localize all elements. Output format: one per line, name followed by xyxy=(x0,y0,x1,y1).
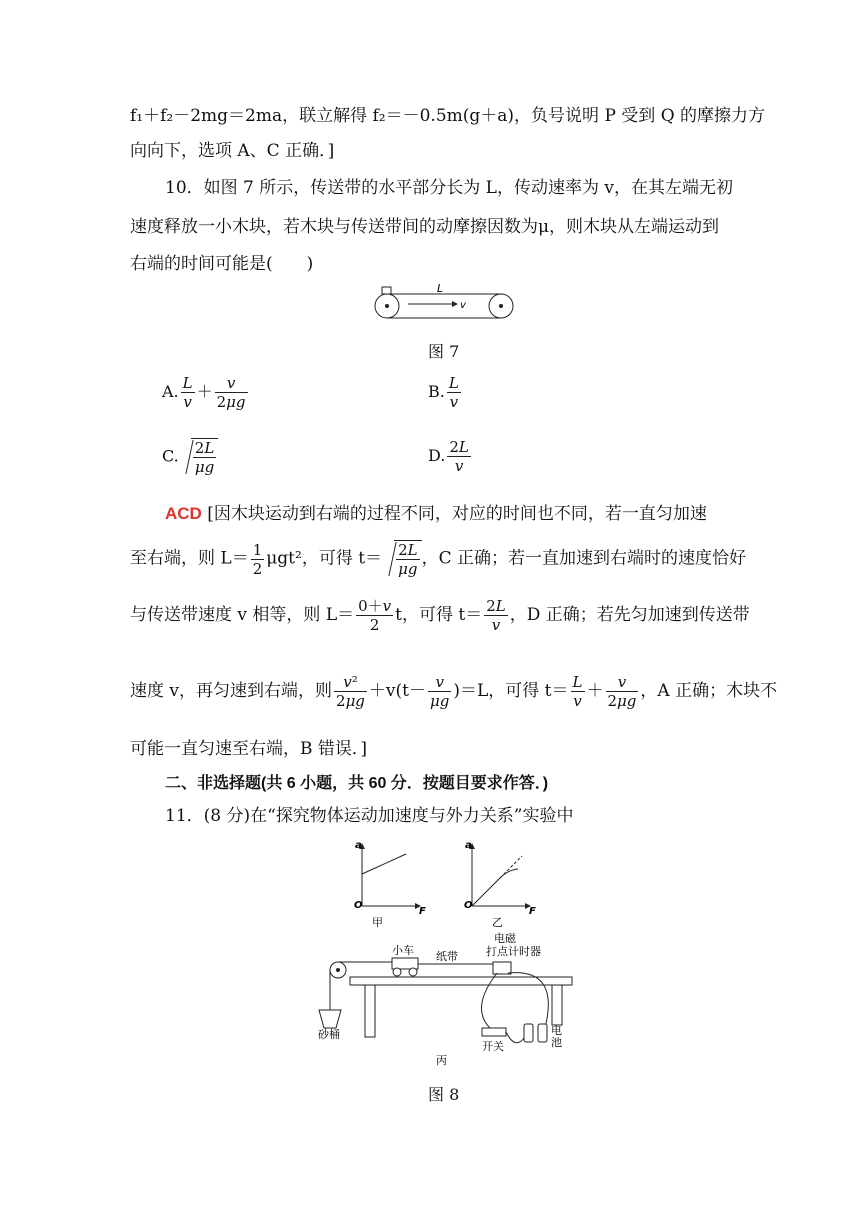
answer-line: 可能一直匀速至右端，B 错误．] xyxy=(130,739,368,759)
answer-text: 至右端，则 L＝ xyxy=(130,548,249,569)
graph-yi-axis-O: O xyxy=(464,900,473,911)
figure-7-caption: 图 7 xyxy=(428,342,460,361)
option-d-label: D. xyxy=(428,446,446,465)
answer-text: [因木块运动到右端的过程不同，对应的时间也不同，若一直匀加速 xyxy=(207,504,707,524)
graph-jia xyxy=(354,840,426,929)
option-b: B. $\frac{L}{v}$ xyxy=(428,374,459,411)
answer-line xyxy=(165,505,707,523)
answer-text: ＋v(t－ xyxy=(368,681,426,701)
label-battery-2: 池 xyxy=(551,1036,562,1049)
apparatus-bing xyxy=(318,931,572,1067)
graph-yi xyxy=(464,840,536,929)
answer-text: t，可得 t＝ xyxy=(395,605,483,625)
answer-text: ，A 正确；木块不 xyxy=(640,681,778,701)
answer-label: ACD xyxy=(165,504,202,523)
option-a-label: A. xyxy=(162,382,179,401)
fig7-label-L: L xyxy=(437,284,444,295)
graph-jia-axis-O: O xyxy=(354,900,363,911)
question-10-line: 10．如图 7 所示，传送带的水平部分长为 L，传动速率为 v，在其左端无初 xyxy=(165,178,733,198)
answer-text: ，D 正确；若先匀加速到传送带 xyxy=(509,605,750,625)
question-10-line: 速度释放一小木块，若木块与传送带间的动摩擦因数为μ，则木块从左端运动到 xyxy=(130,217,720,237)
label-car: 小车 xyxy=(392,944,414,957)
answer-text: 速度 v，再匀速到右端，则 xyxy=(130,681,333,701)
option-d: D. $\frac{2L}{v}$ xyxy=(428,438,469,475)
graph-yi-label: 乙 xyxy=(492,916,503,929)
answer-text: ，C 正确；若一直加速到右端时的速度恰好 xyxy=(421,548,746,569)
text-line: f₁＋f₂－2mg＝2ma，联立解得 f₂＝－0.5m(g＋a)，负号说明 P 受到 Q 的摩擦力方 xyxy=(130,106,766,126)
answer-line: 至右端，则 L＝ $\frac{1}{2}$ μgt²，可得 t＝ $\frac{2L}{\mu g}$ ，C 正确；若一直加速到右端时的速度恰好 xyxy=(130,540,746,578)
option-b-label: B. xyxy=(428,382,445,401)
figure-8-caption: 图 8 xyxy=(428,1085,460,1104)
option-c: C. $\frac{2L}{\mu g}$ xyxy=(162,438,218,476)
option-c-label: C. xyxy=(162,446,179,466)
question-11-line: 11．(8 分)在“探究物体运动加速度与外力关系”实验中 xyxy=(165,806,574,826)
answer-line: 与传送带速度 v 相等，则 L＝ $\frac{0+v}{2}$ t，可得 t＝ $\frac{2L}{v}$ ，D 正确；若先匀加速到传送带 xyxy=(130,597,750,634)
conveyor-belt-figure xyxy=(370,284,520,324)
graph-jia-label: 甲 xyxy=(372,916,383,929)
answer-text: )＝L，可得 t＝ xyxy=(453,681,569,701)
answer-line: 速度 v，再匀速到右端，则 $\frac{\text{v²}}{2\mu g}$ ＋v(t－ $\frac{v}{\mu g}$ )＝L，可得 t＝ $\frac{L}{v}$ ＋ $\frac{v}{2\mu g}$ ，A 正确；木块不 xyxy=(130,673,778,710)
graph-yi-axis-a: a xyxy=(465,840,472,851)
answer-text: 与传送带速度 v 相等，则 L＝ xyxy=(130,605,355,625)
section-title: 二、非选择题(共 6 小题，共 60 分．按题目要求作答．) xyxy=(165,775,549,792)
label-timer-1: 电磁 xyxy=(494,932,516,945)
option-a: A. $\frac{L}{v}$ ＋ $\frac{v}{2\mu g}$ xyxy=(162,374,246,411)
label-battery-1: 电 xyxy=(551,1024,562,1037)
graph-jia-axis-a: a xyxy=(355,840,362,851)
graph-jia-axis-F: F xyxy=(419,906,426,917)
fig7-label-v: v xyxy=(460,300,466,311)
question-10-line: 右端的时间可能是( ) xyxy=(130,254,314,274)
label-switch: 开关 xyxy=(482,1040,504,1053)
graph-yi-axis-F: F xyxy=(529,906,536,917)
text-line: 向向下，选项 A、C 正确．] xyxy=(130,141,335,161)
label-bucket: 砂桶 xyxy=(318,1028,340,1041)
label-timer-2: 打点计时器 xyxy=(486,945,541,958)
label-tape: 纸带 xyxy=(436,950,458,963)
graph-bing-label: 丙 xyxy=(436,1054,447,1067)
experiment-figure xyxy=(310,838,590,1070)
answer-text: μgt²，可得 t＝ xyxy=(266,548,383,569)
